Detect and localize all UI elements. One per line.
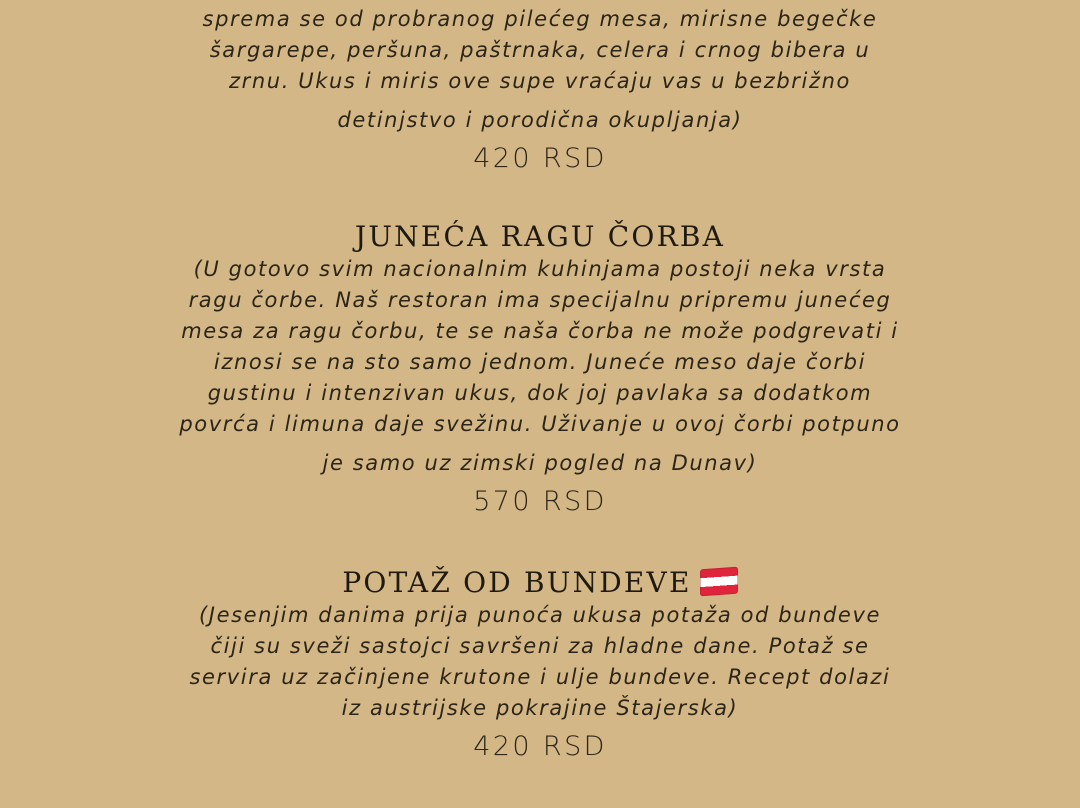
- description-line: zrnu. Ukus i miris ove supe vraćaju vas u bezbrižno: [229, 69, 851, 93]
- item-title: JUNEĆA RAGU ČORBA: [354, 220, 726, 253]
- description-line: sprema se od probranog pilećeg mesa, mirisne begečke: [202, 7, 878, 31]
- description-line: gustinu i intenzivan ukus, dok joj pavlaka sa dodatkom: [207, 381, 873, 405]
- description-line: detinjstvo i porodična okupljanja): [337, 108, 743, 132]
- menu-item-beef-ragout-soup: [0, 220, 1080, 517]
- description-line: čiji su sveži sastojci savršeni za hladne dane. Potaž se: [210, 634, 870, 658]
- description-line: (U gotovo svim nacionalnim kuhinjama postoji neka vrsta: [193, 257, 887, 281]
- item-description: [0, 254, 1080, 479]
- item-price: 420 RSD: [473, 143, 607, 174]
- austria-flag-icon: [700, 567, 738, 597]
- description-line: servira uz začinjene krutone i ulje bundeve. Recept dolazi: [189, 665, 891, 689]
- item-description: [0, 4, 1080, 136]
- description-line: (Jesenjim danima prija punoća ukusa potaža od bundeve: [199, 603, 881, 627]
- description-line: je samo uz zimski pogled na Dunav): [322, 451, 758, 475]
- description-line: ragu čorbe. Naš restoran ima specijalnu pripremu junećeg: [188, 288, 892, 312]
- description-line: povrća i limuna daje svežinu. Uživanje u ovoj čorbi potpuno: [179, 412, 901, 436]
- item-title: [0, 566, 1080, 600]
- item-price: 570 RSD: [473, 486, 607, 517]
- menu-item-chicken-soup: [0, 4, 1080, 174]
- description-line: šargarepe, peršuna, paštrnaka, celera i crnog bibera u: [209, 38, 871, 62]
- menu-item-pumpkin-soup: [0, 566, 1080, 762]
- description-line: iznosi se na sto samo jednom. Juneće meso daje čorbi: [213, 350, 867, 374]
- description-line: mesa za ragu čorbu, te se naša čorba ne može podgrevati i: [181, 319, 899, 343]
- item-price: 420 RSD: [473, 731, 607, 762]
- description-line: iz austrijske pokrajine Štajerska): [341, 696, 739, 720]
- item-description: [0, 600, 1080, 724]
- item-title-text: POTAŽ OD BUNDEVE: [342, 566, 692, 599]
